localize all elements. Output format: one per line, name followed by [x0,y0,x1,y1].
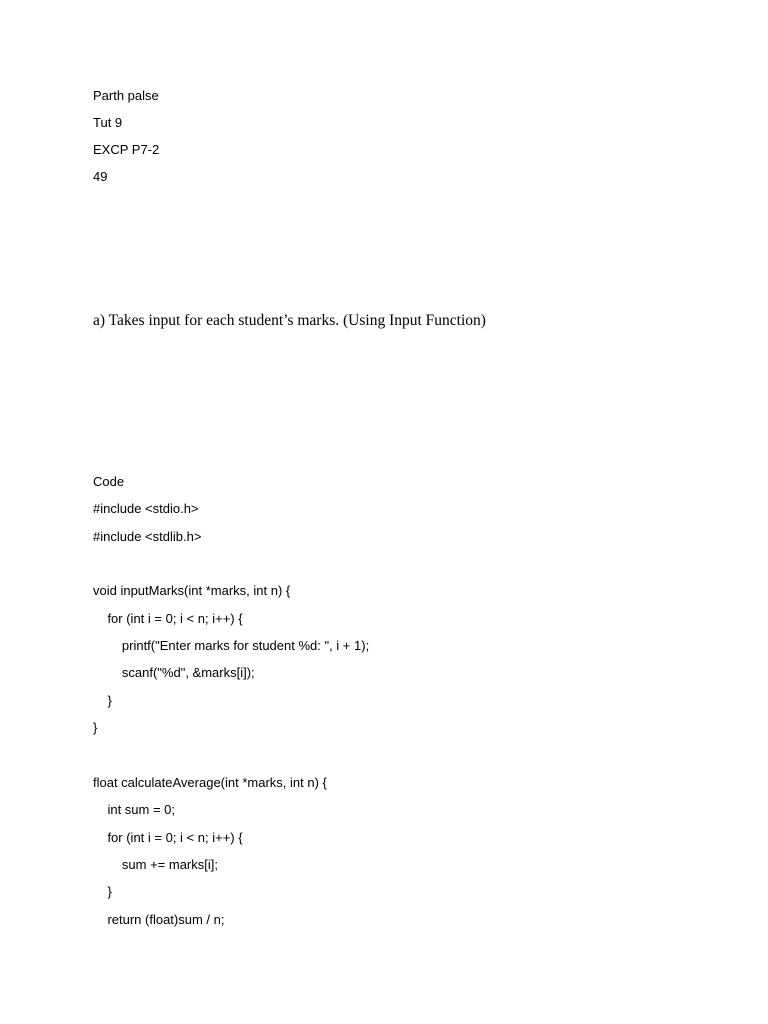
code-line: } [93,720,98,735]
roll-number: 49 [93,169,108,184]
question-heading: a) Takes input for each student’s marks. (Using Input Function) [93,312,486,329]
code-label: Code [93,474,125,489]
code-line: float calculateAverage(int *marks, int n) { [93,775,327,790]
code-line: sum += marks[i]; [93,857,218,872]
code-line: #include <stdlib.h> [93,529,202,544]
tutorial-number: Tut 9 [93,115,123,130]
code-line: } [93,693,112,708]
code-line: } [93,884,112,899]
code-line: printf("Enter marks for student %d: ", i + 1); [93,638,370,653]
code-line: for (int i = 0; i < n; i++) { [93,830,243,845]
code-line: void inputMarks(int *marks, int n) { [93,583,291,598]
code-line: int sum = 0; [93,802,176,817]
code-line: #include <stdio.h> [93,501,199,516]
code-line: return (float)sum / n; [93,912,225,927]
code-line: for (int i = 0; i < n; i++) { [93,611,243,626]
student-name: Parth palse [93,88,159,103]
class-code: EXCP P7-2 [93,142,160,157]
code-line: scanf("%d", &marks[i]); [93,665,255,680]
